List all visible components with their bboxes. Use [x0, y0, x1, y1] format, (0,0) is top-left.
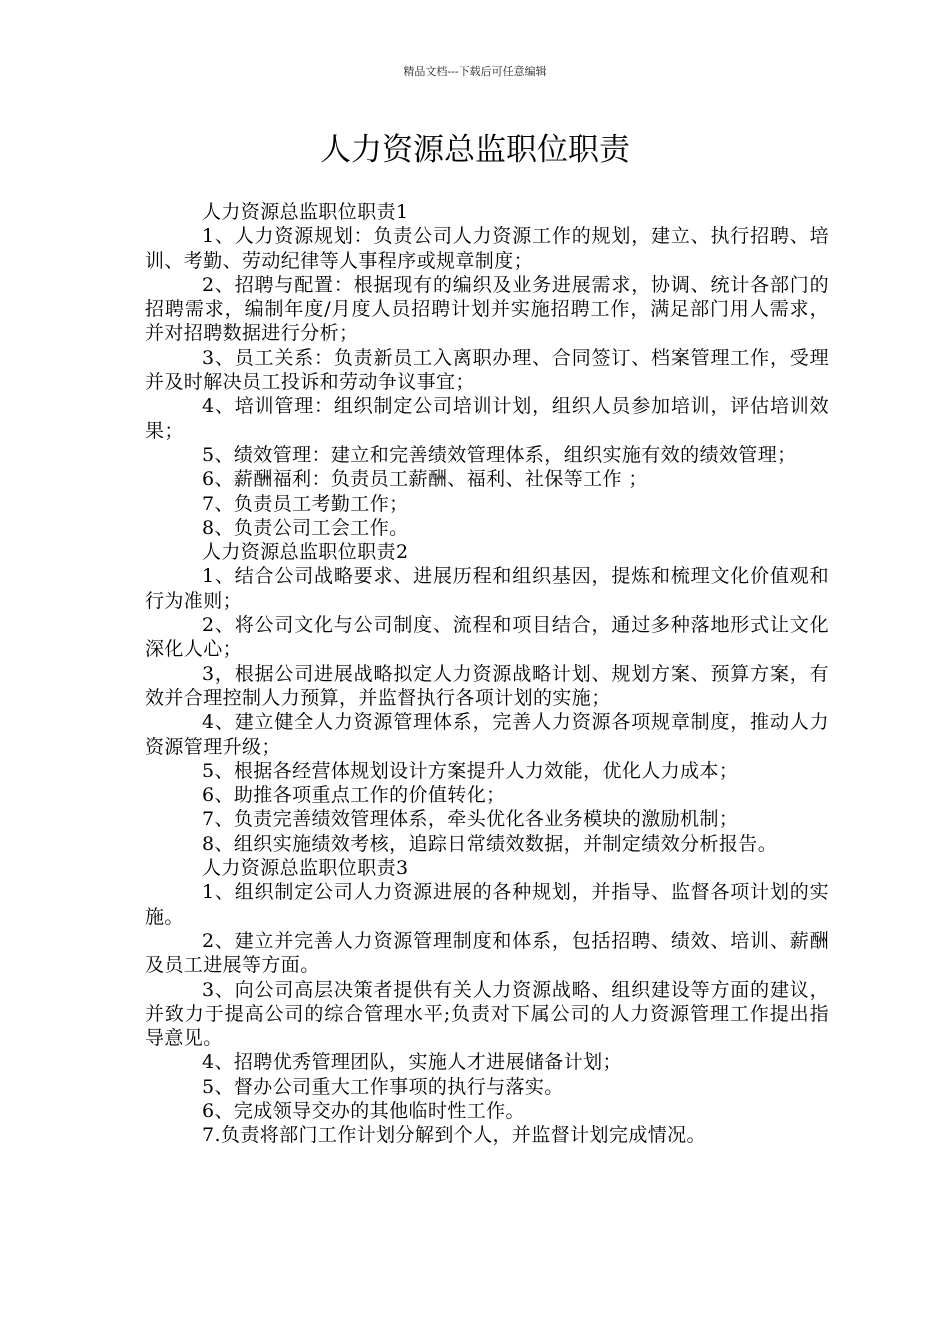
duty-paragraph: 4、培训管理：组织制定公司培训计划，组织人员参加培训，评估培训效果； — [145, 395, 829, 442]
section-heading-1: 人力资源总监职位职责1 — [202, 201, 409, 223]
duty-paragraph: 6、薪酬福利：负责员工薪酬、福利、社保等工作 ； — [202, 468, 648, 491]
document-title: 人力资源总监职位职责 — [320, 132, 630, 168]
duty-paragraph: 6、完成领导交办的其他临时性工作。 — [202, 1099, 525, 1122]
section-heading-3: 人力资源总监职位职责3 — [202, 857, 409, 880]
duty-paragraph: 7、负责完善绩效管理体系，牵头优化各业务模块的激励机制； — [202, 808, 739, 831]
duty-paragraph: 6、助推各项重点工作的价值转化； — [202, 784, 506, 807]
duty-paragraph: 1、组织制定公司人力资源进展的各种规划，并指导、监督各项计划的实施。 — [145, 881, 829, 928]
duty-paragraph: 2、招聘与配置：根据现有的编织及业务进展需求，协调、统计各部门的招聘需求，编制年度/月度人员招聘计划并实施招聘工作，满足部门用人需求，并对招聘数据进行分析； — [145, 273, 829, 345]
section-heading-2: 人力资源总监职位职责2 — [202, 541, 409, 564]
duty-paragraph: 7、负责员工考勤工作； — [202, 492, 409, 515]
duty-paragraph: 3，根据公司进展战略拟定人力资源战略计划、规划方案、预算方案，有效并合理控制人力预算，并监督执行各项计划的实施； — [145, 662, 829, 709]
header-note: 精品文档---下载后可任意编辑 — [403, 65, 547, 78]
duty-paragraph: 4、招聘优秀管理团队，实施人才进展储备计划； — [202, 1051, 622, 1074]
duty-paragraph: 3、员工关系：负责新员工入离职办理、合同签订、档案管理工作，受理并及时解决员工投诉和劳动争议事宜； — [145, 346, 829, 394]
duty-paragraph: 5、根据各经营体规划设计方案提升人力效能，优化人力成本； — [202, 759, 739, 782]
duty-paragraph: 5、绩效管理：建立和完善绩效管理体系，组织实施有效的绩效管理； — [202, 443, 797, 466]
duty-paragraph: 5、督办公司重大工作事项的执行与落实。 — [202, 1075, 564, 1098]
duty-paragraph: 8、负责公司工会工作。 — [202, 516, 409, 539]
document-body — [145, 200, 829, 1148]
duty-paragraph: 1、结合公司战略要求、进展历程和组织基因，提炼和梳理文化价值观和行为准则； — [145, 565, 829, 612]
duty-paragraph: 8、组织实施绩效考核，追踪日常绩效数据，并制定绩效分析报告。 — [202, 832, 778, 855]
duty-paragraph: 3、向公司高层决策者提供有关人力资源战略、组织建设等方面的建议，并致力于提高公司的综合管理水平;负责对下属公司的人力资源管理工作提出指导意见。 — [145, 978, 829, 1050]
duty-paragraph: 7.负责将部门工作计划分解到个人，并监督计划完成情况。 — [202, 1124, 706, 1147]
duty-paragraph: 2、将公司文化与公司制度、流程和项目结合，通过多种落地形式让文化深化人心； — [145, 614, 829, 661]
duty-paragraph: 2、建立并完善人力资源管理制度和体系，包括招聘、绩效、培训、薪酬及员工进展等方面。 — [145, 929, 829, 977]
duty-paragraph: 1、人力资源规划：负责公司人力资源工作的规划，建立、执行招聘、培训、考勤、劳动纪律等人事程序或规章制度； — [145, 225, 829, 272]
duty-paragraph: 4、建立健全人力资源管理体系，完善人力资源各项规章制度，推动人力资源管理升级； — [145, 711, 829, 758]
